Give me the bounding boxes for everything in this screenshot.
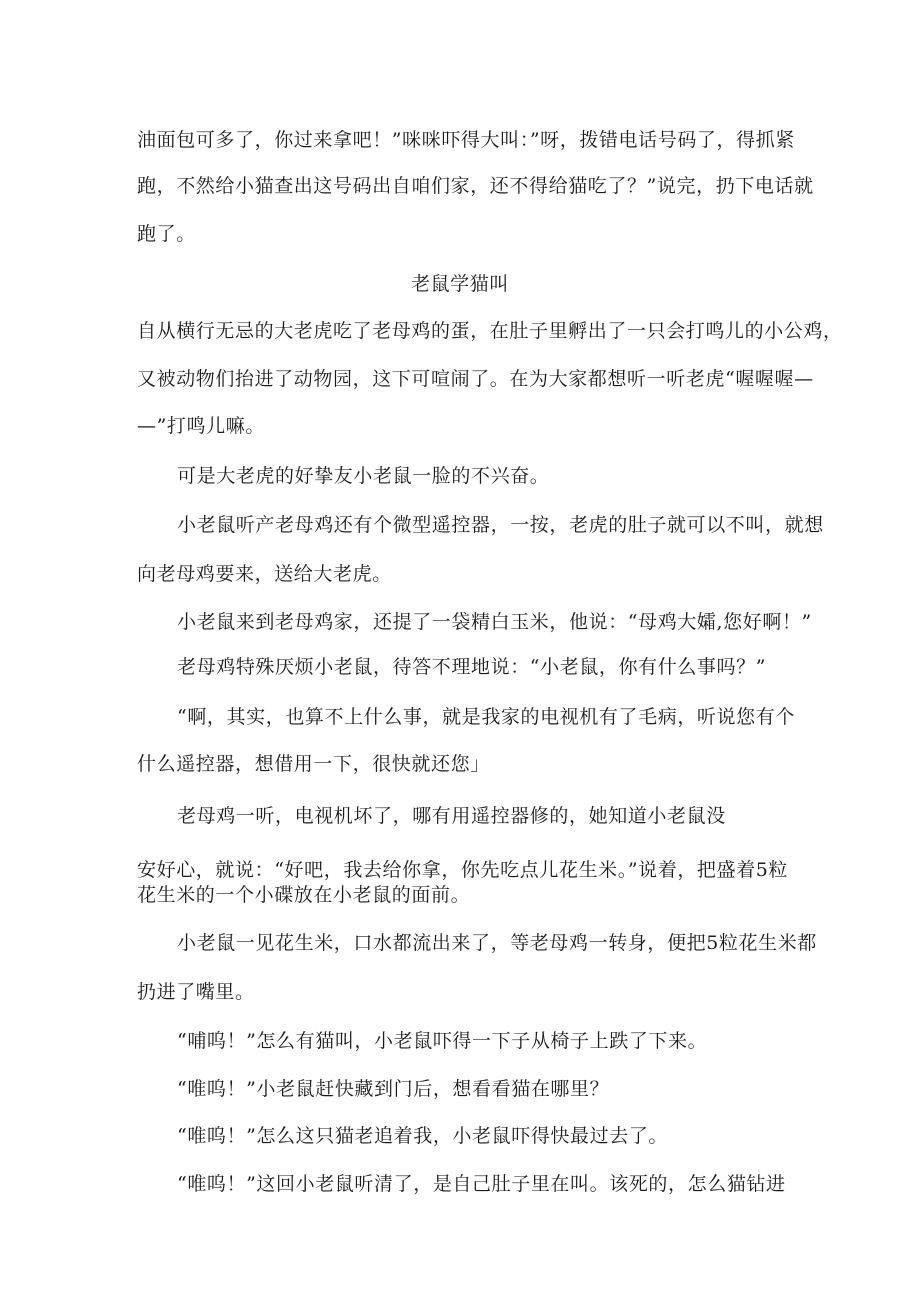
text-line: 自从横行无忌的大老虎吃了老母鸡的蛋，在肚子里孵出了一只会打鸣儿的小公鸡， — [137, 320, 843, 342]
text-line: “唯呜！”怎么这只猫老追着我，小老鼠吓得快最过去了。 — [177, 1125, 669, 1147]
text-line: 又被动物们抬进了动物园，这下可喧闹了。在为大家都想听一听老虎“喔喔喔— — [137, 368, 814, 390]
text-line: 小老鼠一见花生米，口水都流出来了，等老母鸡一转身，便把5粒花生米都 — [177, 932, 817, 954]
text-line: 老母鸡特殊厌烦小老鼠，待答不理地说：“小老鼠，你有什么事吗？” — [177, 656, 767, 678]
text-line: “唯呜！”这回小老鼠听清了，是自己肚子里在叫。该死的，怎么猫钻进 — [177, 1173, 786, 1195]
text-line: “唯呜！”小老鼠赶快藏到门后，想看看猫在哪里？ — [177, 1078, 610, 1100]
text-line: 花生米的一个小碟放在小老鼠的面前。 — [137, 884, 471, 906]
intro-line: 跑了。 — [137, 223, 196, 245]
text-line: “哺呜！”怎么有猫叫，小老鼠吓得一下子从椅子上跌了下来。 — [177, 1030, 708, 1052]
text-line: 小老鼠来到老母鸡家，还提了一袋精白玉米，他说：“母鸡大孀,您好啊！” — [177, 611, 812, 633]
intro-line: 油面包可多了，你过来拿吧！”咪咪吓得大叫：”呀，拨错电话号码了，得抓紧 — [137, 129, 795, 151]
text-line: 扔进了嘴里。 — [137, 981, 255, 1003]
text-line: —”打鸣儿嘛。 — [137, 415, 265, 437]
text-line: 什么遥控器，想借用一下，很快就还您」 — [137, 753, 490, 775]
text-line: 可是大老虎的好挚友小老鼠一脸的不兴奋。 — [177, 465, 550, 487]
text-line: 向老母鸡要来，送给大老虎。 — [137, 563, 392, 585]
intro-line: 跑，不然给小猫查出这号码出自咱们家，还不得给猫吃了？”说完，扔下电话就 — [137, 175, 814, 197]
story-title: 老鼠学猫叫 — [410, 273, 509, 295]
text-line: 小老鼠听产老母鸡还有个微型遥控器，一按，老虎的肚子就可以不叫，就想 — [177, 514, 824, 536]
text-line: 安好心，就说：“好吧，我去给你拿，你先吃点儿花生米。”说着，把盛着5粒 — [137, 859, 789, 881]
text-line: 老母鸡一听，电视机坏了，哪有用遥控器修的，她知道小老鼠没 — [177, 805, 726, 827]
text-line: “啊，其实，也算不上什么事，就是我家的电视机有了毛病，听说您有个 — [177, 706, 795, 728]
